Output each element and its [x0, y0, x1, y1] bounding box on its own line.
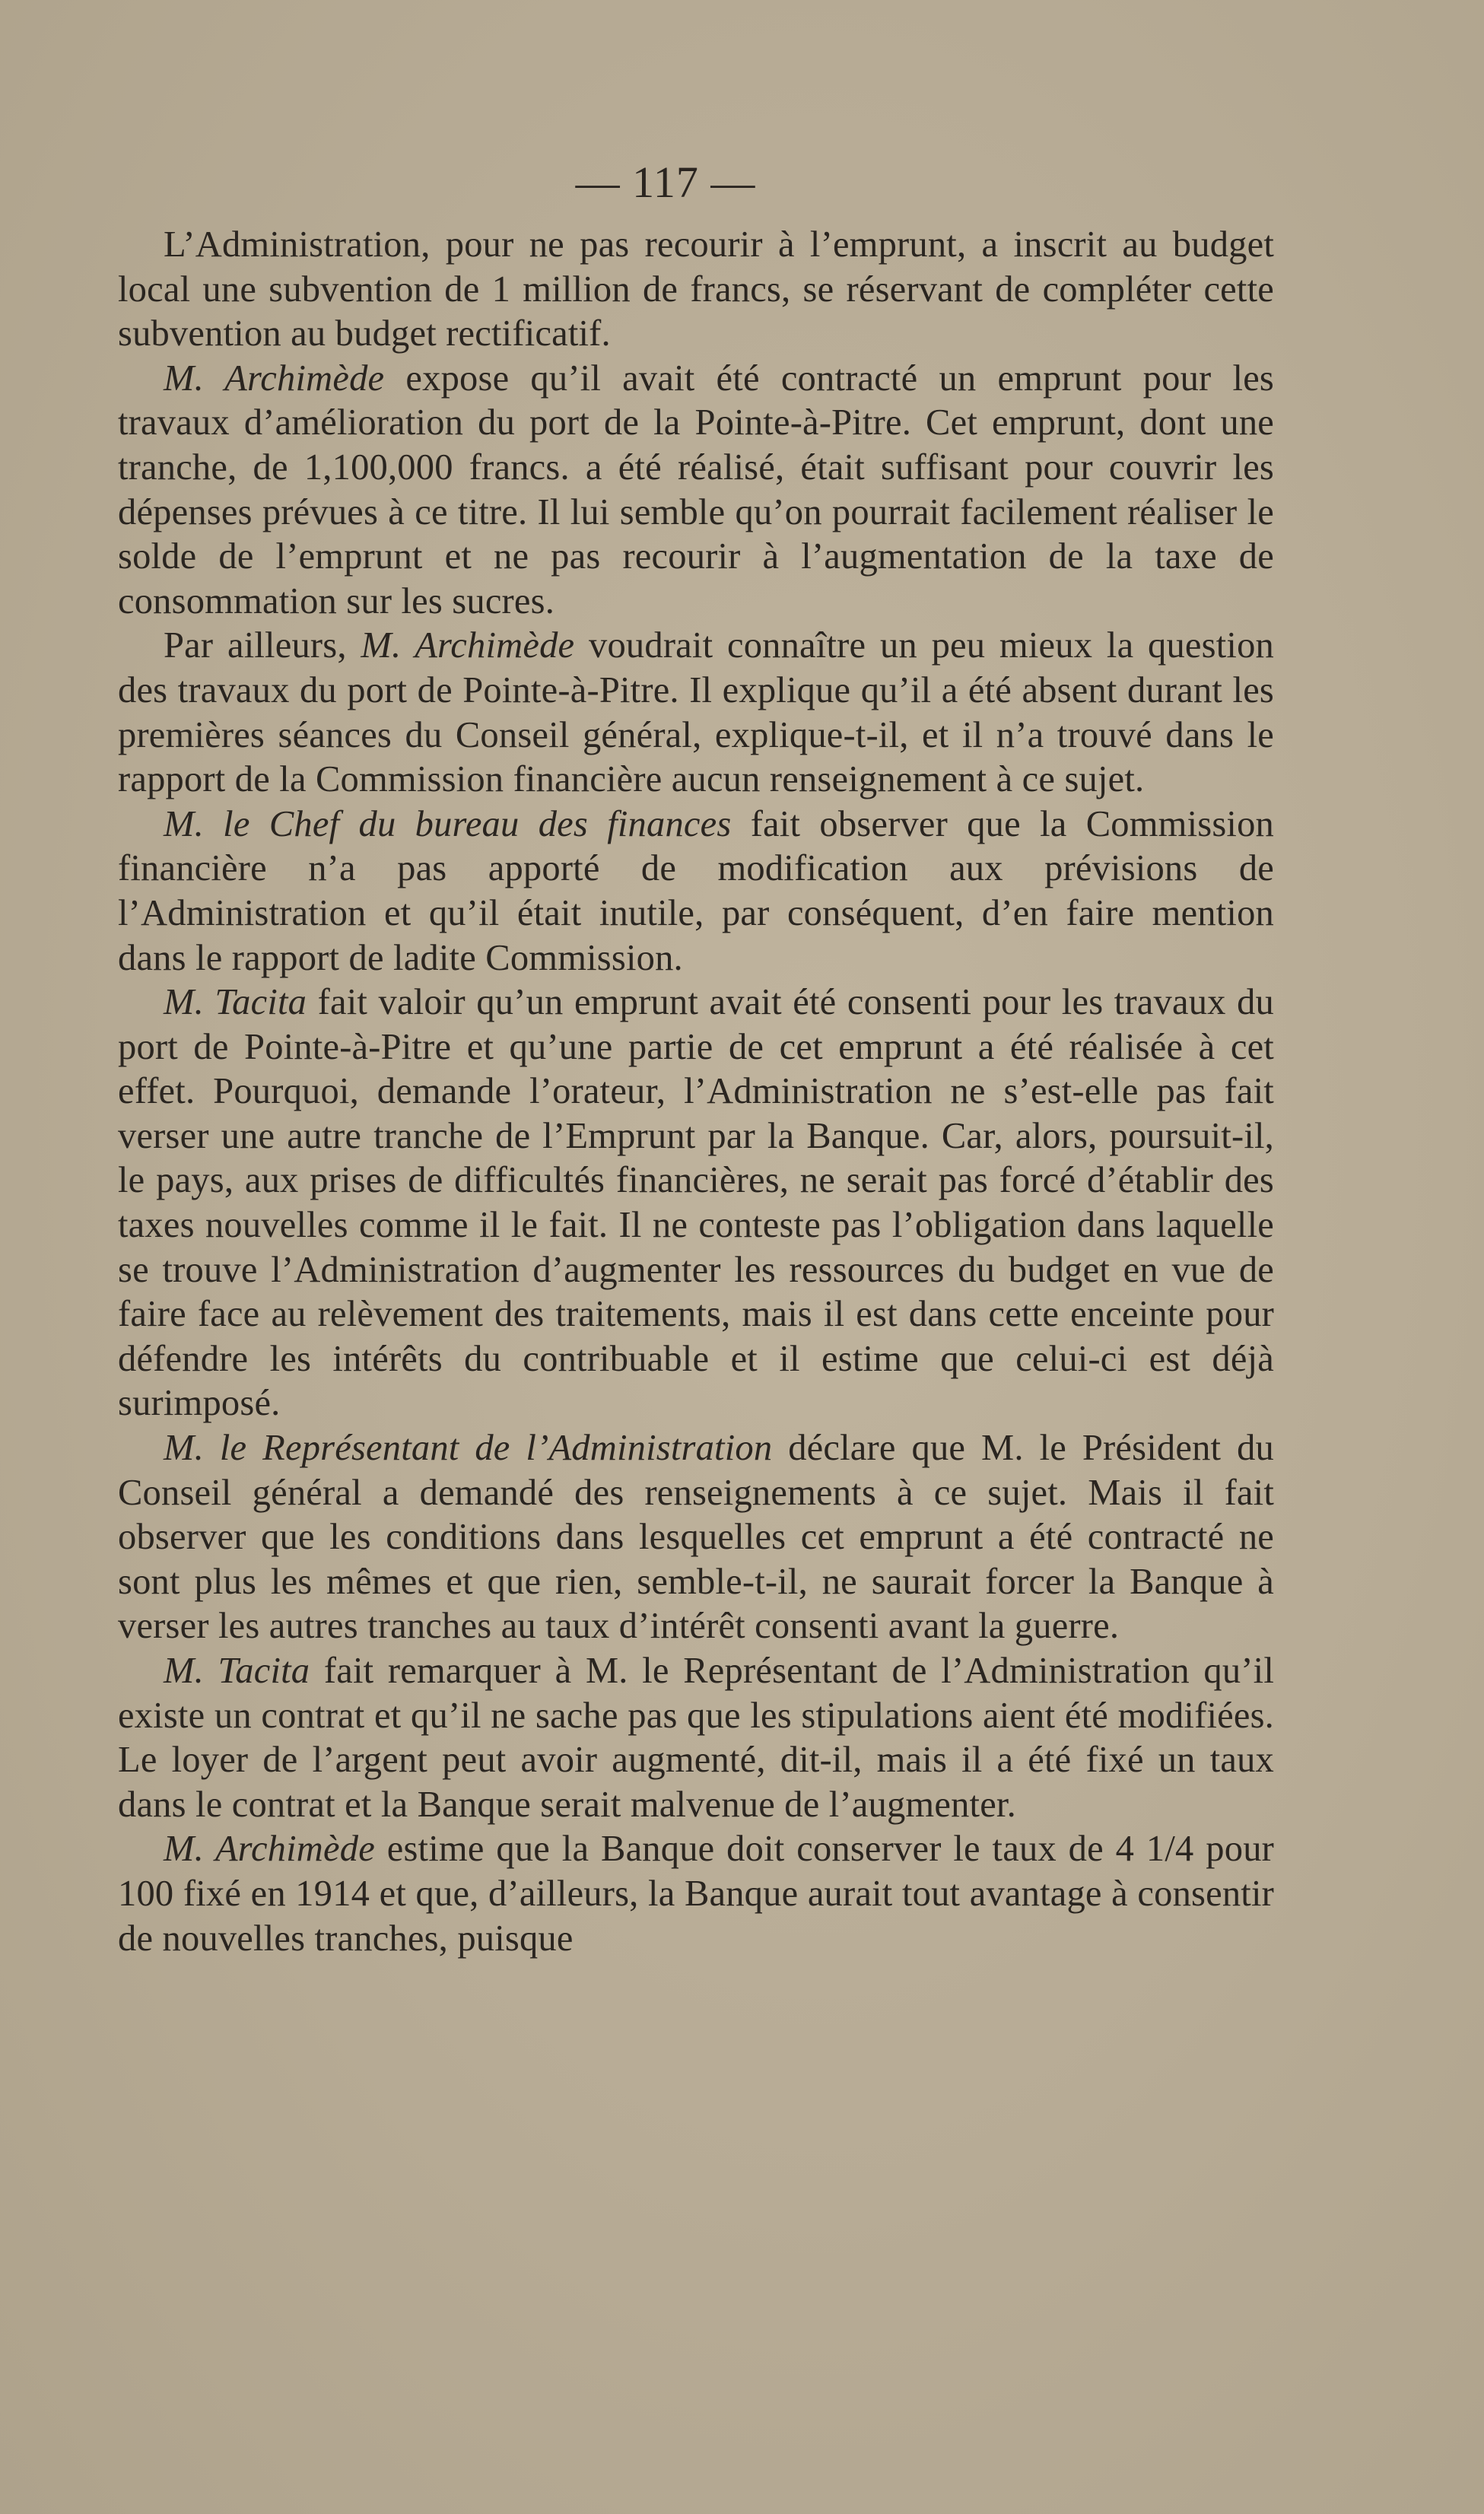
speaker-name: M. Tacita: [164, 1651, 310, 1691]
paragraph-text: estime que la Banque doit conserver le taux de 4 1/4 pour 100 fixé en 1914 et que, d’ailleurs, la Banque aurait tout avantage à consentir de nouvelles tranches, puisque: [118, 1829, 1274, 1959]
speaker-name: M. Archimède: [164, 1829, 375, 1870]
paragraph-2: [118, 357, 1274, 625]
paragraph-5: [118, 980, 1274, 1426]
paragraph-3: [118, 624, 1274, 802]
paragraph-text: Par ailleurs,: [164, 625, 361, 666]
speaker-name: M. le Chef du bureau des finances: [164, 803, 732, 844]
paragraph-8: [118, 1827, 1274, 1961]
paragraph-text: fait valoir qu’un emprunt avait été consenti pour les travaux du port de Pointe-à-Pitre et qu’une partie de cet emprunt a été réalisée à cet effet. Pourquoi, demande l’orateur, l’Administration ne s’est-elle pas fait verser une autre tranche de l’Emprunt par la Banque. Car, alors, poursuit-il, le pays, aux prises de difficultés financières, ne serait pas forcé d’établir des taxes nouvelles comme il le fait. Il ne conteste pas l’obligation dans laquelle se trouve l’Administration d’augmenter les ressources du budget en vue de faire face au relèvement des traitements, mais il est dans cette enceinte pour défendre les intérêts du contribuable et il estime que celui-ci est déjà surimposé.: [118, 982, 1274, 1424]
paragraph-text: fait observer que la Commission financière n’a pas apporté de modification aux prévisions de l’Administration et qu’il était inutile, par conséquent, d’en faire mention dans le rapport de ladite Commission.: [118, 803, 1274, 978]
paragraph-text-after: voudrait connaître un peu mieux la question des travaux du port de Pointe-à-Pitre. Il explique qu’il a été absent durant les premières séances du Conseil général, explique-t-il, et il n’a trouvé dans le rapport de la Commission financière aucun renseignement à ce sujet.: [118, 625, 1274, 800]
paragraph-text: L’Administration, pour ne pas recourir à l’emprunt, a inscrit au budget local une subvention de 1 million de francs, se réservant de compléter cette subvention au budget rectificatif.: [118, 224, 1274, 354]
paragraph-4: [118, 803, 1274, 980]
speaker-name: M. Archimède: [361, 625, 575, 666]
page-number: — 117 —: [575, 157, 756, 207]
document-page: [118, 156, 1274, 1961]
speaker-name: M. Tacita: [164, 982, 307, 1023]
body-text: [118, 223, 1274, 1961]
speaker-name: M. Archimède: [164, 358, 385, 399]
paragraph-1: [118, 223, 1274, 357]
paragraph-7: [118, 1649, 1274, 1827]
paragraph-6: [118, 1426, 1274, 1649]
paragraph-text: fait remarquer à M. le Représentant de l’Administration qu’il existe un contrat et qu’il ne sache pas que les stipulations aient été modifiées. Le loyer de l’argent peut avoir augmenté, dit-il, mais il a été fixé un taux dans le contrat et la Banque serait malvenue de l’augmenter.: [118, 1651, 1274, 1825]
paragraph-text: déclare que M. le Président du Conseil général a demandé des renseignements à ce sujet. Mais il fait observer que les conditions dans lesquelles cet emprunt a été contracté ne sont plus les mêmes et que rien, semble-t-il, ne saurait forcer la Banque à verser les autres tranches au taux d’intérêt consenti avant la guerre.: [118, 1428, 1274, 1647]
speaker-name: M. le Représentant de l’Administration: [164, 1428, 773, 1469]
paragraph-text: expose qu’il avait été contracté un emprunt pour les travaux d’amélioration du port de la Pointe-à-Pitre. Cet emprunt, dont une tranche, de 1,100,000 francs. a été réalisé, était suffisant pour couvrir les dépenses prévues à ce titre. Il lui semble qu’on pourrait facilement réaliser le solde de l’emprunt et ne pas recourir à l’augmentation de la taxe de consommation sur les sucres.: [118, 358, 1274, 621]
